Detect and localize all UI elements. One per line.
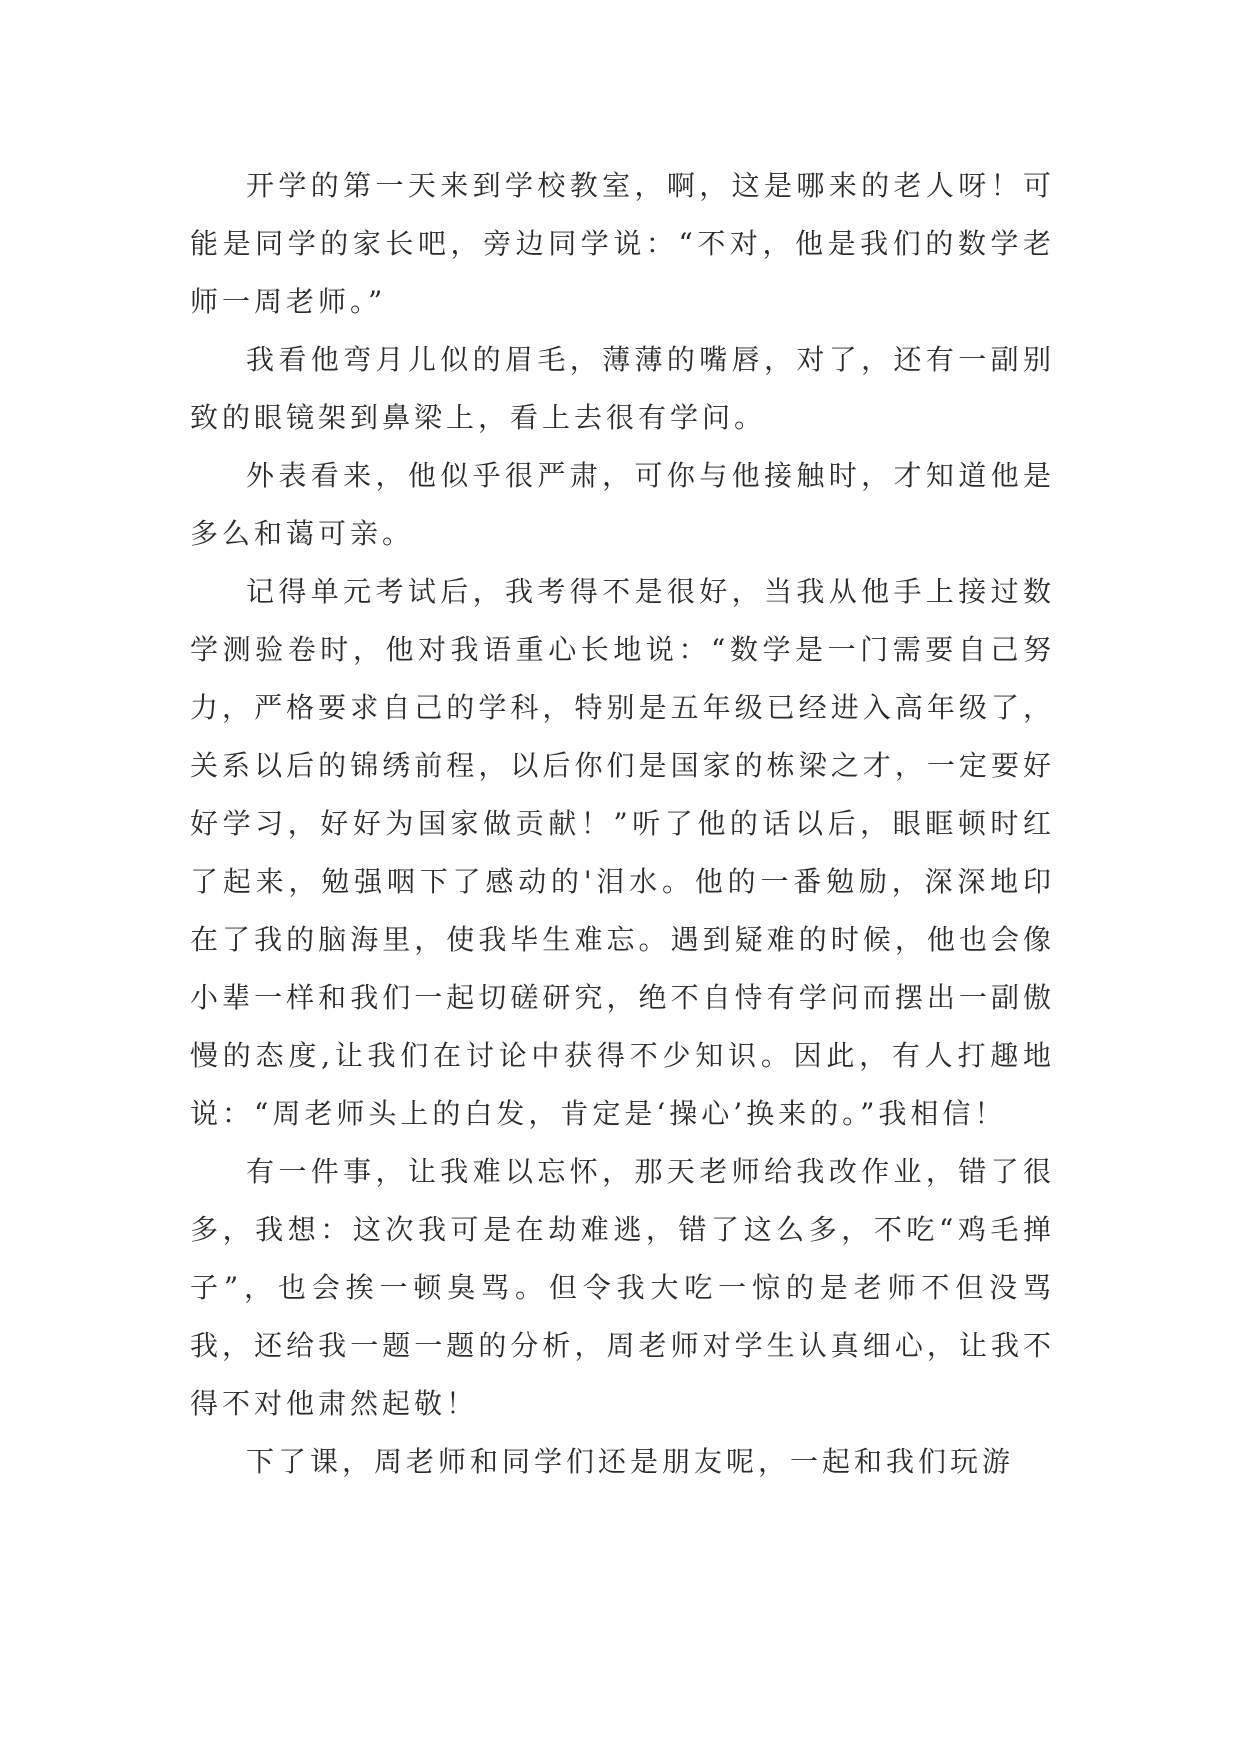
paragraph-4: 记得单元考试后，我考得不是很好，当我从他手上接过数学测验卷时，他对我语重心长地说：“数学是一门需要自己努力，严格要求自己的学科，特别是五年级已经进入高年级了，关系以后的锦绣前程，以后你们是国家的栋梁之才，一定要好好学习，好好为国家做贡献！”听了他的话以后，眼眶顿时红了起来，勉强咽下了感动的'泪水。他的一番勉励，深深地印在了我的脑海里，使我毕生难忘。遇到疑难的时候，他也会像小辈一样和我们一起切磋研究，绝不自恃有学问而摆出一副傲慢的态度,让我们在讨论中获得不少知识。因此，有人打趣地说：“周老师头上的白发，肯定是‘操心’换来的。”我相信！ bbox=[190, 575, 1055, 1130]
paragraph-2: 我看他弯月儿似的眉毛，薄薄的嘴唇，对了，还有一副别致的眼镜架到鼻梁上，看上去很有学问。 bbox=[190, 343, 1055, 434]
essay-body bbox=[190, 157, 1055, 1491]
paragraph-3: 外表看来，他似乎很严肃，可你与他接触时，才知道他是多么和蔼可亲。 bbox=[190, 459, 1055, 550]
paragraph-1: 开学的第一天来到学校教室，啊，这是哪来的老人呀！可能是同学的家长吧，旁边同学说：“不对，他是我们的数学老师一周老师。” bbox=[190, 169, 1055, 318]
paragraph-5: 有一件事，让我难以忘怀，那天老师给我改作业，错了很多，我想：这次我可是在劫难逃，错了这么多，不吃“鸡毛掸子”，也会挨一顿臭骂。但令我大吃一惊的是老师不但没骂我，还给我一题一题的分析，周老师对学生认真细心，让我不得不对他肃然起敬！ bbox=[190, 1155, 1055, 1420]
paragraph-6: 下了课，周老师和同学们还是朋友呢，一起和我们玩游 bbox=[246, 1445, 1015, 1478]
